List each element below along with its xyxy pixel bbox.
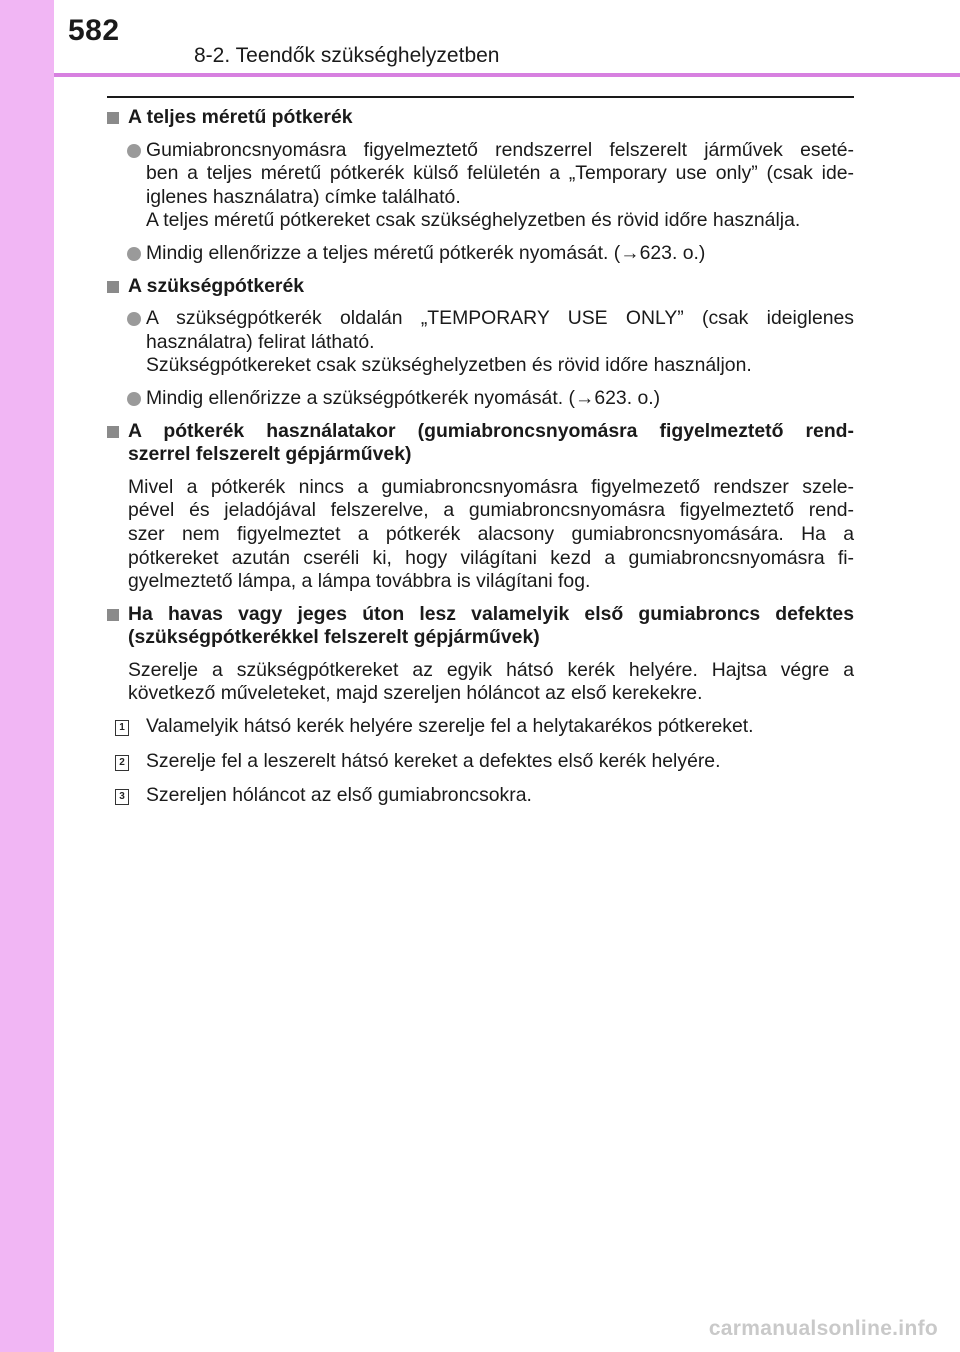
square-bullet-icon — [107, 609, 119, 621]
text-line: ben a teljes méretű pótkerék külső felületén a „Temporary use only” (csak ide- — [146, 162, 854, 185]
text-line: Mivel a pótkerék nincs a gumiabroncsnyomásra figyelmezető rendszer szele- — [128, 475, 854, 498]
text-line: pótkereket azután cseréli ki, hogy világítani kezd a gumiabroncsnyomásra fi- — [128, 546, 854, 569]
bullet-item — [107, 242, 854, 266]
text-line: A szükségpótkerék oldalán „TEMPORARY USE ONLY” (csak ideiglenes — [146, 307, 854, 330]
text-line: A teljes méretű pótkereket csak szükséghelyzetben és rövid időre használja. — [146, 209, 801, 232]
bullet-item — [107, 139, 854, 233]
header-rule — [54, 73, 960, 77]
round-bullet-icon — [127, 144, 141, 158]
square-bullet-icon — [107, 281, 119, 293]
step-number-box: 2 — [115, 755, 129, 771]
square-bullet-icon — [107, 426, 119, 438]
bullet-item — [107, 307, 854, 378]
section-heading — [107, 603, 854, 650]
content-top-rule — [107, 96, 854, 98]
step-item — [107, 784, 854, 808]
text-line: iglenes használatra) címke található. — [146, 185, 461, 208]
text-line: Mindig ellenőrizze a szükségpótkerék nyomását. (→623. o.) — [146, 386, 661, 409]
step-item — [107, 715, 854, 739]
watermark-text: carmanualsonline.info — [708, 1317, 938, 1340]
bullet-item — [107, 387, 854, 411]
heading-line: (szükségpótkerékkel felszerelt gépjárművek) — [128, 626, 540, 649]
section-heading: A teljes méretű pótkerék — [107, 106, 854, 130]
text-line: Szükségpótkereket csak szükséghelyzetben és rövid időre használjon. — [146, 354, 752, 377]
step-item — [107, 750, 854, 774]
section-heading: A szükségpótkerék — [107, 275, 854, 299]
text-line: használatra) felirat látható. — [146, 330, 375, 353]
text-line: Szerelje a szükségpótkereket az egyik hátsó kerék helyére. Hajtsa végre a — [128, 658, 854, 681]
heading-line: Ha havas vagy jeges úton lesz valamelyik első gumiabroncs defektes — [128, 602, 854, 625]
text-line: Mindig ellenőrizze a teljes méretű pótkerék nyomását. (→623. o.) — [146, 241, 706, 264]
text-line: következő műveleteket, majd szereljen hóláncot az első kerekekre. — [128, 682, 703, 705]
section-paragraph — [107, 476, 854, 594]
text-line: pével és jeladójával felszerelve, a gumiabroncsnyomásra figyelmeztető rend- — [128, 499, 854, 522]
page-content — [107, 106, 854, 819]
text-line: szer nem figyelmeztet a pótkerék alacsony gumiabroncsnyomására. Ha a — [128, 522, 854, 545]
round-bullet-icon — [127, 247, 141, 261]
heading-line: szerrel felszerelt gépjárművek) — [128, 443, 412, 466]
text-line: gyelmeztető lámpa, a lámpa továbbra is világítani fog. — [128, 570, 591, 593]
round-bullet-icon — [127, 312, 141, 326]
step-text: Szerelje fel a leszerelt hátsó kereket a defektes első kerék helyére. — [146, 749, 721, 772]
side-color-band — [0, 0, 54, 1352]
section-heading — [107, 420, 854, 467]
step-text: Szereljen hóláncot az első gumiabroncsokra. — [146, 784, 532, 807]
square-bullet-icon — [107, 112, 119, 124]
round-bullet-icon — [127, 392, 141, 406]
heading-line: A pótkerék használatakor (gumiabroncsnyomásra figyelmeztető rend- — [128, 419, 854, 442]
step-number-box: 3 — [115, 789, 129, 805]
step-text: Valamelyik hátsó kerék helyére szerelje fel a helytakarékos pótkereket. — [146, 715, 754, 738]
section-paragraph — [107, 659, 854, 706]
chapter-title: 8-2. Teendők szükséghelyzetben — [194, 44, 500, 67]
step-number-box: 1 — [115, 720, 129, 736]
text-line: Gumiabroncsnyomásra figyelmeztető rendszerrel felszerelt járművek eseté- — [146, 138, 854, 161]
page-number: 582 — [68, 14, 120, 47]
